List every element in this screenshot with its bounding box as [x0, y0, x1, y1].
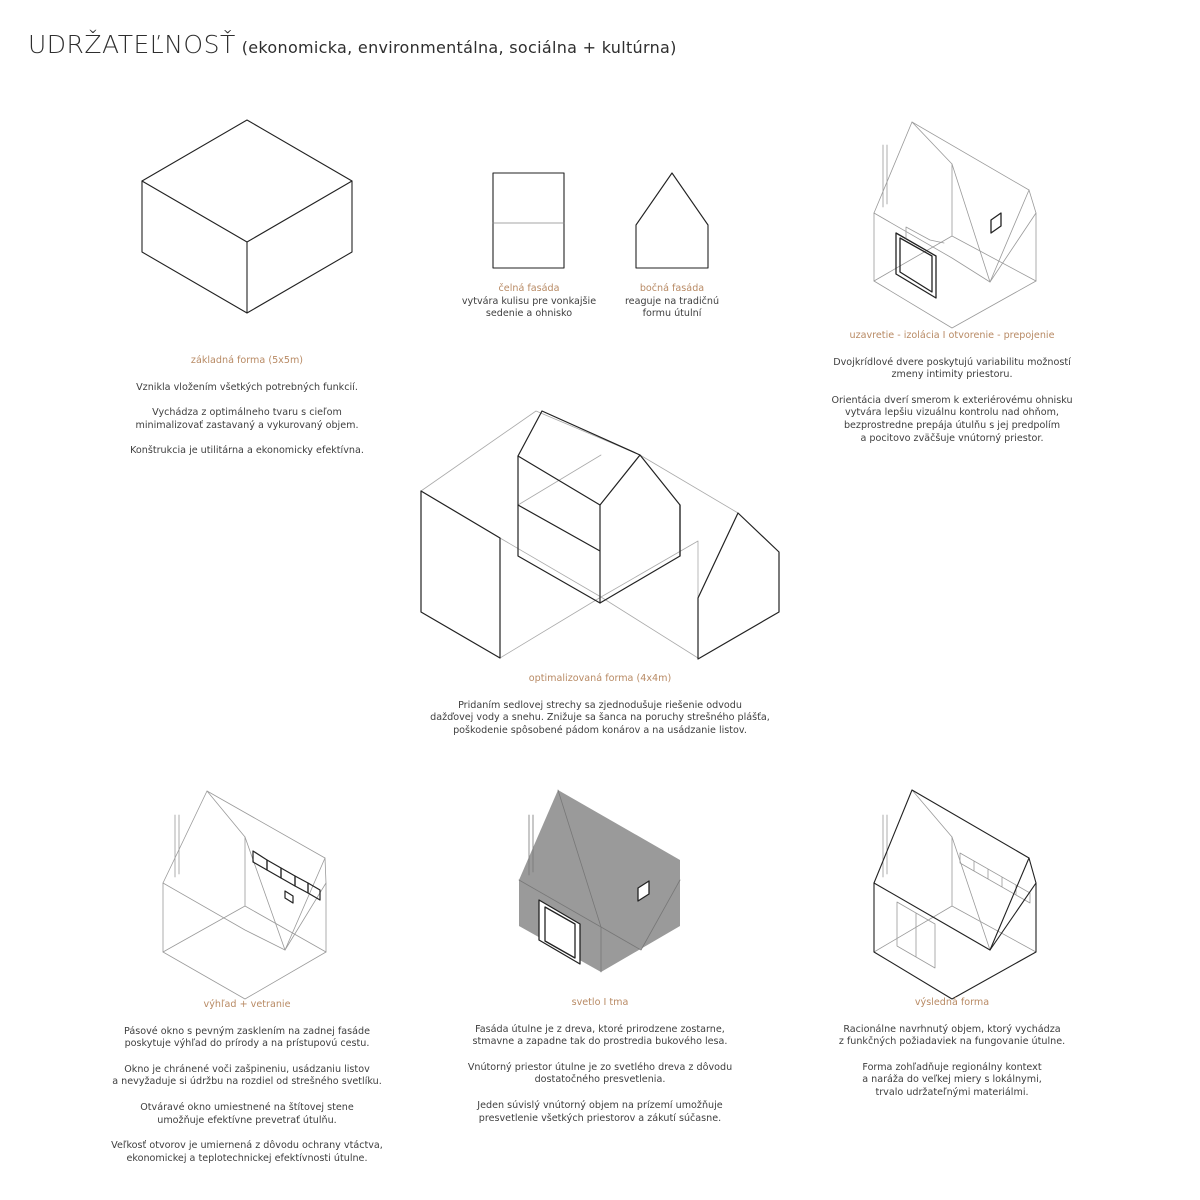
text-line: dažďovej vody a snehu. Znižuje sa šanca na poruchy strešného plášťa,: [430, 712, 770, 724]
text-line: ekonomickej a teplotechnickej efektívnosti útulne.: [126, 1152, 368, 1164]
text-line: formu útulní: [642, 308, 702, 320]
text-line: a naráža do veľkej miery s lokálnymi,: [862, 1074, 1042, 1086]
text-line: zmeny intimity priestoru.: [891, 369, 1013, 381]
text-line: trvalo udržateľnými materiálmi.: [875, 1086, 1029, 1098]
block-side: [602, 283, 742, 321]
caption-view: výhľad + vetranie: [203, 999, 291, 1010]
paragraph: [82, 1140, 412, 1165]
paragraph: [82, 1026, 412, 1051]
base-box-drawing: [142, 120, 352, 313]
block-front: [449, 283, 609, 321]
text-line: a pocitovo zväčšuje vnútorný priestor.: [860, 432, 1044, 444]
result-house-drawing: [874, 790, 1036, 999]
optimized-form-drawing: [421, 411, 779, 659]
text-line: Jeden súvislý vnútorný objem na prízemí umožňuje: [477, 1099, 723, 1111]
block-closing: [802, 330, 1102, 458]
view-house-drawing: [163, 791, 326, 999]
paragraph: [92, 382, 402, 395]
text-line: Konštrukcia je utilitárna a ekonomicky efektívna.: [130, 445, 364, 457]
paragraph: [802, 357, 1102, 382]
block-result: [802, 997, 1102, 1113]
text-line: dostatočného presvetlenia.: [534, 1074, 666, 1086]
text-line: reaguje na tradičnú: [624, 295, 720, 307]
text-line: poškodenie spôsobené pádom konárov a na usádzanie listov.: [453, 724, 747, 736]
text-line: a nevyžaduje si údržbu na rozdiel od strešného svetlíku.: [112, 1076, 382, 1088]
text-line: Forma zohľadňuje regionálny kontext: [862, 1061, 1042, 1073]
caption-front: čelná fasáda: [498, 283, 560, 294]
text-line: Vychádza z optimálneho tvaru s cieľom: [152, 407, 342, 419]
text-line: sedenie a ohnisko: [485, 308, 573, 320]
text-line: Pásové okno s pevným zasklením na zadnej fasáde: [123, 1025, 371, 1037]
text-line: Orientácia dverí smerom k exteriérovému ohnisku: [831, 394, 1073, 406]
paragraph: [442, 1062, 758, 1087]
paragraph: [380, 700, 820, 738]
text-line: umožňuje efektívne prevetrať útulňu.: [157, 1114, 337, 1126]
text-line: minimalizovať zastavaný a vykurovaný objem.: [135, 419, 359, 431]
text-line: Veľkosť otvorov je umiernená z dôvodu ochrany vtáctva,: [111, 1140, 383, 1152]
caption-closing: uzavretie - izolácia I otvorenie - prepojenie: [849, 330, 1055, 341]
paragraph: [92, 445, 402, 458]
paragraph: [92, 407, 402, 432]
light-house-drawing: [519, 790, 680, 972]
paragraph: [802, 1062, 1102, 1100]
title-sub: (ekonomicka, environmentálna, sociálna + kultúrna): [241, 38, 677, 57]
caption-result: výsledná forma: [914, 997, 990, 1008]
text-line: z funkčných požiadaviek na fungovanie útulne.: [838, 1036, 1066, 1048]
caption-light: svetlo I tma: [571, 997, 629, 1008]
text-line: stmavne a zapadne tak do prostredia bukového lesa.: [472, 1036, 728, 1048]
text-line: bezprostredne prepája útulňu s jej predpolím: [843, 419, 1061, 431]
paragraph: [802, 1024, 1102, 1049]
text-line: poskytuje výhľad do prírody a na prístupovú cestu.: [124, 1038, 370, 1050]
closing-house-drawing: [874, 122, 1036, 328]
paragraph: [82, 1064, 412, 1089]
side-facade-drawing: [636, 173, 708, 268]
paragraph: [442, 1024, 758, 1049]
text-line: Okno je chránené voči zašpineniu, usádzaniu listov: [124, 1063, 370, 1075]
text-line: Otváravé okno umiestnené na štítovej stene: [140, 1101, 354, 1113]
title-main: UDRŽATEĽNOSŤ: [28, 30, 236, 59]
text-line: Vnútorný priestor útulne je zo svetlého dreva z dôvodu: [467, 1061, 733, 1073]
caption-optimized: optimalizovaná forma (4x4m): [528, 673, 672, 684]
paragraph: [802, 395, 1102, 445]
text-line: vytvára kulisu pre vonkajšie: [461, 295, 597, 307]
front-facade-drawing: [493, 173, 564, 268]
text-line: Racionálne navrhnutý objem, ktorý vychádza: [843, 1023, 1061, 1035]
block-base: [92, 355, 402, 471]
text-line: presvetlenie všetkých priestorov a zákutí súčasne.: [478, 1112, 722, 1124]
block-light: [442, 997, 758, 1138]
text-line: vytvára lepšiu vizuálnu kontrolu nad ohňom,: [845, 407, 1059, 419]
caption-base: základná forma (5x5m): [190, 355, 304, 366]
paragraph: [82, 1102, 412, 1127]
text-line: Vznikla vložením všetkých potrebných funkcií.: [136, 381, 358, 393]
text-line: Fasáda útulne je z dreva, ktoré prirodzene zostarne,: [475, 1023, 725, 1035]
text-line: Dvojkrídlové dvere poskytujú variabilitu možností: [833, 356, 1071, 368]
block-optimized: [380, 673, 820, 750]
text-line: Pridaním sedlovej strechy sa zjednodušuje riešenie odvodu: [458, 699, 742, 711]
block-view: [82, 999, 412, 1178]
paragraph: [442, 1100, 758, 1125]
caption-side: bočná fasáda: [639, 283, 705, 294]
